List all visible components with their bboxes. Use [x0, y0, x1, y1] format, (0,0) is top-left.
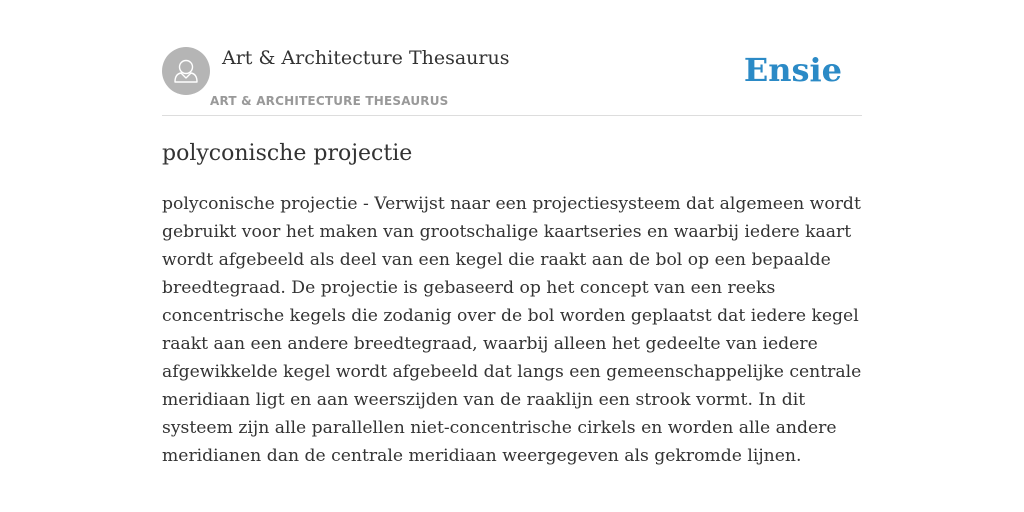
entry-card: [162, 44, 862, 470]
author-header: [162, 44, 862, 116]
entry-title: polyconische projectie: [162, 141, 413, 166]
entry-definition: polyconische projectie - Verwijst naar een projectiesysteem dat algemeen wordt gebruikt voor het maken van grootschalige kaartseries en waarbij iedere kaart wordt afgebeeld als deel van een kegel die raakt aan de bol op een bepaalde breedtegraad. De projectie is gebaseerd op het concept van een reeks concentrische kegels die zodanig over de bol worden geplaatst dat iedere kegel raakt aan een andere breedtegraad, waarbij alleen het gedeelte van iedere afgewikkelde kegel wordt afgebeeld dat langs een gemeenschappelijke centrale meridiaan ligt en aan weerszijden van de raaklijn een strook vormt. In dit systeem zijn alle parallellen niet-concentrische cirkels en worden alle andere meridianen dan de centrale meridiaan weergegeven als gekromde lijnen.: [162, 194, 862, 466]
author-name[interactable]: Art & Architecture Thesaurus: [222, 47, 510, 69]
brand-logo[interactable]: Ensie: [743, 51, 842, 89]
user-icon: [162, 47, 210, 95]
author-subtitle[interactable]: ART & ARCHITECTURE THESAURUS: [210, 94, 449, 108]
avatar[interactable]: [162, 47, 210, 95]
